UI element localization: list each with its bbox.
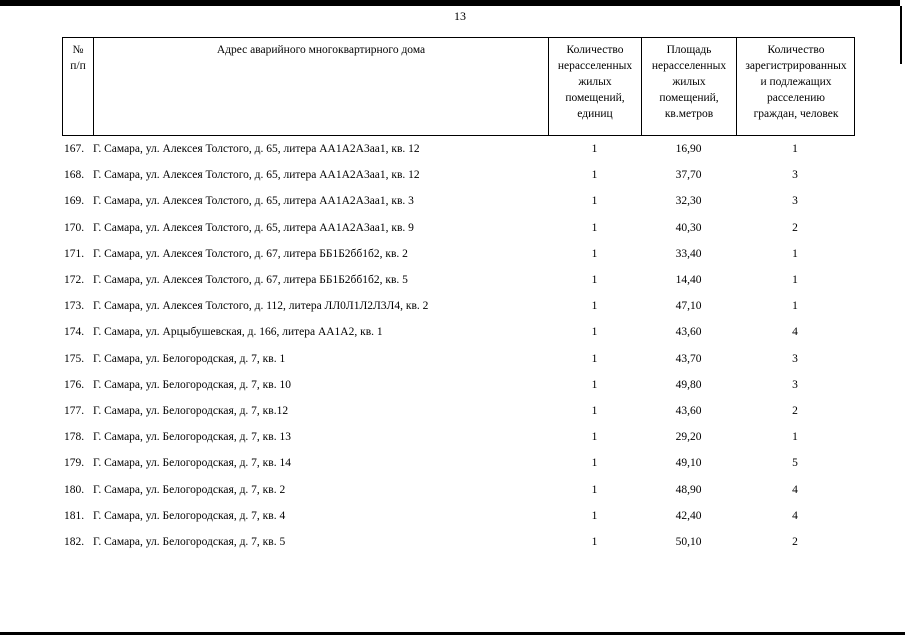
table-row <box>0 246 905 262</box>
row-address: Г. Самара, ул. Алексея Толстого, д. 65, литера АА1А2А3аа1, кв. 3 <box>93 195 414 208</box>
table-row <box>0 272 905 288</box>
row-quantity: 1 <box>591 431 598 444</box>
row-people: 1 <box>792 274 798 286</box>
table-row <box>0 482 905 498</box>
row-address: Г. Самара, ул. Алексея Толстого, д. 65, литера АА1А2А3аа1, кв. 9 <box>93 221 414 234</box>
row-number: 172. <box>64 274 85 286</box>
row-quantity: 1 <box>591 483 598 496</box>
row-address: Г. Самара, ул. Белогородская, д. 7, кв. 2 <box>93 483 286 496</box>
row-address: Г. Самара, ул. Алексея Толстого, д. 67, литера ББ1Б2бб1б2, кв. 2 <box>93 247 408 260</box>
row-address: Г. Самара, ул. Арцыбушевская, д. 166, литера АА1А2, кв. 1 <box>93 326 383 339</box>
row-area: 29,20 <box>675 431 702 444</box>
row-quantity: 1 <box>591 352 598 365</box>
row-number: 169. <box>64 195 85 208</box>
row-area: 50,10 <box>675 536 702 548</box>
row-people: 3 <box>792 169 798 182</box>
row-area: 16,90 <box>675 143 702 155</box>
row-people: 1 <box>792 431 798 444</box>
row-address: Г. Самара, ул. Белогородская, д. 7, кв. 5 <box>93 536 286 548</box>
row-people: 1 <box>792 247 798 260</box>
row-area: 48,90 <box>675 483 702 496</box>
row-address: Г. Самара, ул. Белогородская, д. 7, кв.12 <box>93 405 289 417</box>
row-quantity: 1 <box>591 143 598 155</box>
page-number: 13 <box>454 9 466 23</box>
row-people: 1 <box>792 300 798 313</box>
row-number: 170. <box>64 221 85 234</box>
table-row <box>0 324 905 340</box>
row-quantity: 1 <box>591 274 598 286</box>
row-address: Г. Самара, ул. Белогородская, д. 7, кв. 4 <box>93 509 286 522</box>
row-people: 5 <box>792 457 798 470</box>
row-area: 40,30 <box>675 221 702 234</box>
row-people: 1 <box>792 143 798 155</box>
table-row <box>0 141 905 157</box>
table-row <box>0 534 905 550</box>
row-number: 173. <box>64 300 85 313</box>
table-row <box>0 298 905 314</box>
table-row <box>0 220 905 236</box>
row-address: Г. Самара, ул. Алексея Толстого, д. 65, литера АА1А2А3аа1, кв. 12 <box>93 143 420 155</box>
table-row <box>0 351 905 367</box>
table-row <box>0 508 905 524</box>
row-quantity: 1 <box>591 326 598 339</box>
row-quantity: 1 <box>591 405 598 417</box>
row-people: 2 <box>792 221 798 234</box>
table-header <box>62 37 855 136</box>
row-people: 3 <box>792 378 798 391</box>
header-address: Адрес аварийного многоквартирного дома <box>94 38 549 135</box>
right-border <box>900 6 902 64</box>
row-area: 49,80 <box>675 378 702 391</box>
row-people: 3 <box>792 352 798 365</box>
row-people: 4 <box>792 326 798 339</box>
row-quantity: 1 <box>591 509 598 522</box>
row-address: Г. Самара, ул. Алексея Толстого, д. 67, литера ББ1Б2бб1б2, кв. 5 <box>93 274 408 286</box>
row-area: 43,60 <box>675 326 702 339</box>
row-area: 43,70 <box>675 352 702 365</box>
row-people: 4 <box>792 483 798 496</box>
top-border <box>0 0 900 6</box>
row-quantity: 1 <box>591 195 598 208</box>
row-number: 168. <box>64 169 85 182</box>
table-row <box>0 193 905 209</box>
row-area: 43,60 <box>675 405 702 417</box>
row-address: Г. Самара, ул. Белогородская, д. 7, кв. 10 <box>93 378 291 391</box>
row-quantity: 1 <box>591 169 598 182</box>
table-row <box>0 455 905 471</box>
row-number: 179. <box>64 457 85 470</box>
table-row <box>0 403 905 419</box>
row-area: 47,10 <box>675 300 702 313</box>
row-people: 4 <box>792 509 798 522</box>
table-row <box>0 429 905 445</box>
row-address: Г. Самара, ул. Алексея Толстого, д. 112, литера ЛЛ0Л1Л2Л3Л4, кв. 2 <box>93 300 429 313</box>
row-area: 32,30 <box>675 195 702 208</box>
row-address: Г. Самара, ул. Белогородская, д. 7, кв. 1 <box>93 352 286 365</box>
row-number: 182. <box>64 536 85 548</box>
row-area: 14,40 <box>675 274 702 286</box>
row-people: 2 <box>792 536 798 548</box>
table-row <box>0 377 905 393</box>
row-area: 37,70 <box>675 169 702 182</box>
row-address: Г. Самара, ул. Белогородская, д. 7, кв. 13 <box>93 431 291 444</box>
header-quantity: Количество нерасселенных жилых помещений, единиц <box>549 38 642 135</box>
table-row <box>0 167 905 183</box>
row-area: 49,10 <box>675 457 702 470</box>
row-quantity: 1 <box>591 247 598 260</box>
row-number: 175. <box>64 352 85 365</box>
bottom-border <box>0 632 905 635</box>
row-number: 174. <box>64 326 85 339</box>
row-people: 3 <box>792 195 798 208</box>
row-number: 177. <box>64 405 85 417</box>
row-area: 33,40 <box>675 247 702 260</box>
header-people: Количество зарегистрированных и подлежащих расселению граждан, человек <box>745 44 847 120</box>
header-num: № п/п <box>63 38 94 135</box>
row-quantity: 1 <box>591 300 598 313</box>
row-number: 181. <box>64 509 85 522</box>
row-number: 176. <box>64 378 85 391</box>
row-quantity: 1 <box>591 378 598 391</box>
row-people: 2 <box>792 405 798 417</box>
row-number: 171. <box>64 247 85 260</box>
row-number: 167. <box>64 143 85 155</box>
row-address: Г. Самара, ул. Белогородская, д. 7, кв. 14 <box>93 457 291 470</box>
row-number: 178. <box>64 431 85 444</box>
row-number: 180. <box>64 483 85 496</box>
row-area: 42,40 <box>675 509 702 522</box>
row-address: Г. Самара, ул. Алексея Толстого, д. 65, литера АА1А2А3аа1, кв. 12 <box>93 169 420 182</box>
row-quantity: 1 <box>591 221 598 234</box>
header-area: Площадь нерасселенных жилых помещений, кв.метров <box>642 38 737 135</box>
row-quantity: 1 <box>591 536 598 548</box>
row-quantity: 1 <box>591 457 598 470</box>
